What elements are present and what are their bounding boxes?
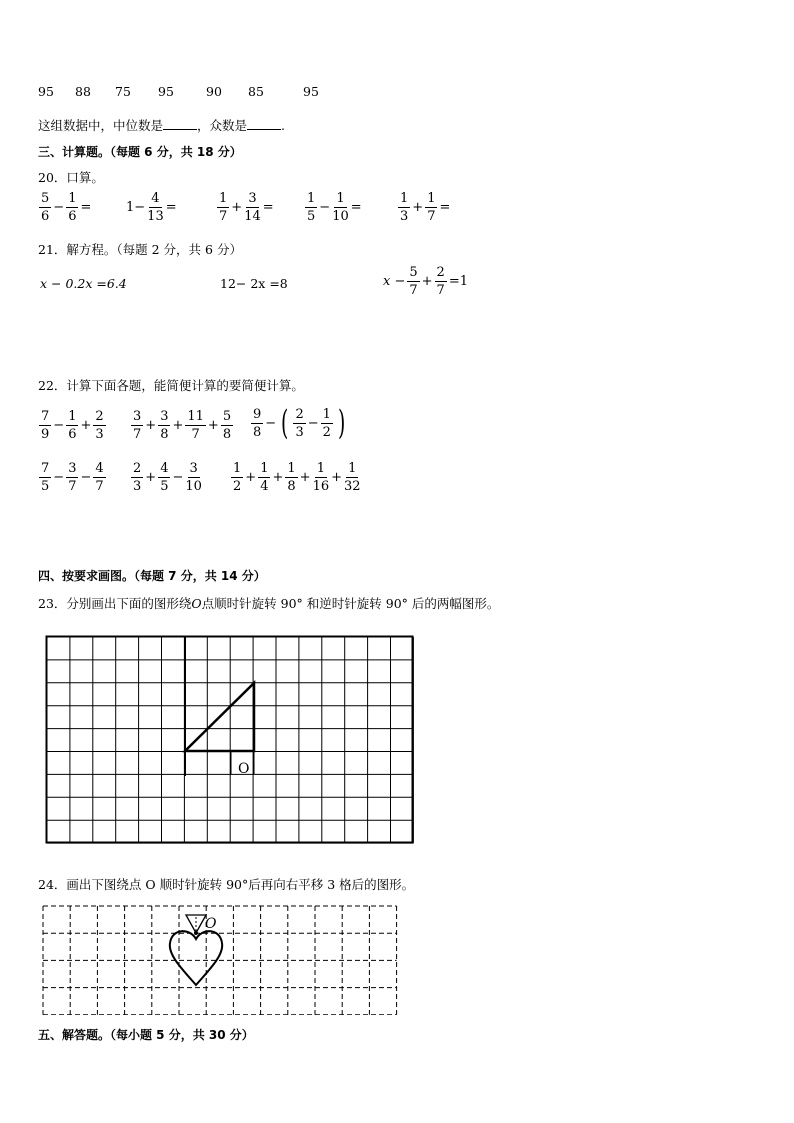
equation-3: x − $\frac{5}{7}$ + $\frac{2}{7}$ =1 [383,265,468,298]
q22-expr-2: 3 7 + $\frac{3}{8}$ + $\frac{11}{7}$ + $\frac{5}{8}$ [133,409,232,442]
q20-item-5: 1 3 + $\frac{1}{7}$ = [400,191,451,224]
q22-expr-5: 2 3 + $\frac{4}{5}$ − $\frac{3}{10}$ [133,461,202,494]
q23-label: 23．分别画出下面的图形绕O点顺时针旋转 90° 和逆时针旋转 90° 后的两幅图形。 [38,596,500,611]
q22-expr-4: 7 5 − $\frac{3}{7}$ − $\frac{4}{7}$ [41,461,104,494]
q22-label: 22．计算下面各题，能简便计算的要简便计算。 [38,378,304,393]
q20-item-1: 5 6 − $\frac{1}{6}$ = [41,191,92,224]
q22-expr-1: 7 9 − $\frac{1}{6}$ + $\frac{2}{3}$ [41,409,104,442]
data-value: 95 [38,84,54,99]
median-mode-question: 这组数据中，中位数是 ，众数是 . [38,118,286,133]
section-5-title: 五、解答题。（每小题 5 分，共 30 分） [38,1028,254,1042]
median-blank[interactable] [163,117,197,130]
mode-blank[interactable] [247,117,281,130]
q20-item-4: 1 5 − $\frac{1}{10}$ = [307,191,362,224]
point-o-label: O [238,761,250,777]
data-value: 85 [248,84,264,99]
q22-expr-6: 1 2 + $\frac{1}{4}$ + $\frac{1}{8}$ + $\frac{1}{16}$ + $\frac{1}{32}$ [233,461,361,494]
heart-shape [170,931,222,985]
q24-label: 24．画出下图绕点 O 顺时针旋转 90°后再向右平移 3 格后的图形。 [38,877,415,892]
section-4-title: 四、按要求画图。（每题 7 分，共 14 分） [38,569,266,583]
data-value: 95 [303,84,319,99]
data-value: 95 [158,84,174,99]
data-value: 88 [75,84,91,99]
q20-item-3: 1 7 + $\frac{3}{14}$ = [219,191,274,224]
point-o-label: O [205,916,217,932]
data-value: 75 [115,84,131,99]
q23-grid[interactable] [44,634,416,846]
section-3-title: 三、计算题。（每题 6 分，共 18 分） [38,145,242,159]
q20-label: 20．口算。 [38,170,104,185]
q24-grid[interactable] [40,903,406,1015]
equation-2: 12− 2x =8 [220,276,288,291]
q20-item-2: 1− $\frac{4}{13}$ = [126,191,177,224]
data-value: 90 [206,84,222,99]
left-paren: ( [281,403,289,443]
right-paren: ) [337,403,346,443]
q21-label: 21．解方程。（每题 2 分，共 6 分） [38,242,242,257]
q22-expr-3: 9 8 − ( 2 3 − $\frac{1}{2}$ ) [253,403,346,443]
equation-1: x − 0.2x =6.4 [40,276,127,291]
triangle-shape [185,683,254,751]
